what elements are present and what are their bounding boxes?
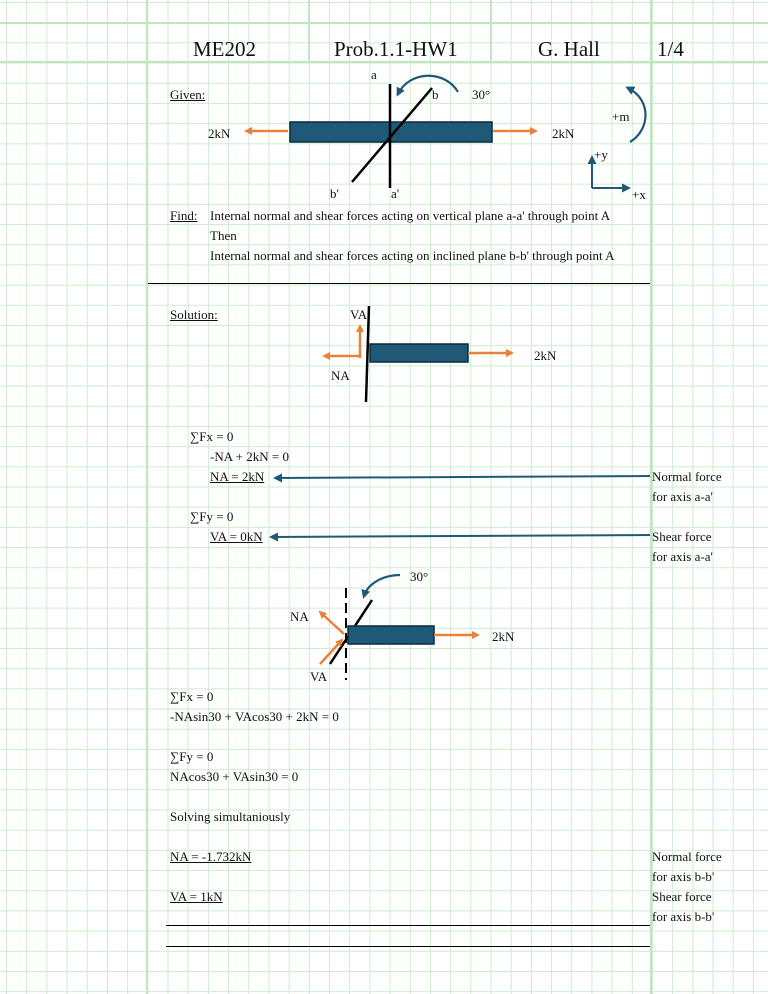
given-axis-x: +x bbox=[632, 187, 646, 202]
find-line-2: Then bbox=[210, 228, 237, 243]
solution-label: Solution: bbox=[170, 307, 218, 322]
given-label-a: a bbox=[371, 67, 377, 82]
va-result-2: VA = 1kN bbox=[170, 889, 223, 904]
fbd1-force-label: 2kN bbox=[534, 348, 557, 363]
given-label: Given: bbox=[170, 87, 206, 102]
fbd1-va-label: VA bbox=[350, 307, 368, 322]
author-name: G. Hall bbox=[538, 37, 600, 61]
fbd2-na-arrow bbox=[320, 612, 344, 634]
page-number: 1/4 bbox=[657, 37, 684, 61]
na-result-2: NA = -1.732kN bbox=[170, 849, 252, 864]
fbd2-bar bbox=[348, 626, 434, 644]
sum-fy-2: ∑Fy = 0 bbox=[170, 749, 214, 764]
sum-fx-1: ∑Fx = 0 bbox=[190, 429, 234, 444]
find-line-1: Internal normal and shear forces acting on vertical plane a-a' through point A bbox=[210, 208, 611, 223]
eq-fx-1: -NA + 2kN = 0 bbox=[210, 449, 289, 464]
answer-divider-2 bbox=[166, 946, 650, 947]
problem-id: Prob.1.1-HW1 bbox=[334, 37, 458, 61]
given-force-left: 2kN bbox=[208, 126, 231, 141]
given-find-divider bbox=[148, 283, 650, 284]
course-code: ME202 bbox=[193, 37, 256, 61]
note-normal-bb-1: Normal force bbox=[652, 849, 722, 864]
eq-fy-2: NAcos30 + VAsin30 = 0 bbox=[170, 769, 299, 784]
answer-divider-1 bbox=[166, 925, 650, 926]
given-angle: 30° bbox=[472, 87, 491, 102]
note-normal-aa-2: for axis a-a' bbox=[652, 489, 713, 504]
fbd2-na-label: NA bbox=[290, 609, 309, 624]
fbd2-angle-arc-arrow bbox=[364, 575, 400, 596]
fbd1-na-label: NA bbox=[331, 368, 350, 383]
va-result-1: VA = 0kN bbox=[210, 529, 263, 544]
na-result-1: NA = 2kN bbox=[210, 469, 265, 484]
fbd1-bar bbox=[370, 344, 468, 362]
fbd2-angle-label: 30° bbox=[410, 569, 429, 584]
given-axis-y: +y bbox=[594, 147, 608, 162]
fbd2-va-label: VA bbox=[310, 669, 328, 684]
given-label-b-prime: b' bbox=[330, 186, 339, 201]
eq-fx-2: -NAsin30 + VAcos30 + 2kN = 0 bbox=[170, 709, 339, 724]
given-moment-label: +m bbox=[612, 109, 630, 124]
note-shear-bb-2: for axis b-b' bbox=[652, 909, 715, 924]
given-label-b: b bbox=[432, 87, 439, 102]
moment-arc-arrow bbox=[628, 88, 646, 142]
note-shear-bb-1: Shear force bbox=[652, 889, 712, 904]
find-label: Find: bbox=[170, 208, 198, 223]
pointer-normal-aa bbox=[276, 476, 650, 478]
given-label-a-prime: a' bbox=[391, 186, 400, 201]
note-normal-bb-2: for axis b-b' bbox=[652, 869, 715, 884]
fbd2-force-label: 2kN bbox=[492, 629, 515, 644]
solving-note: Solving simultaniously bbox=[170, 809, 291, 824]
sum-fy-1: ∑Fy = 0 bbox=[190, 509, 234, 524]
find-line-3: Internal normal and shear forces acting on inclined plane b-b' through point A bbox=[210, 248, 615, 263]
note-normal-aa-1: Normal force bbox=[652, 469, 722, 484]
sum-fx-2: ∑Fx = 0 bbox=[170, 689, 214, 704]
pointer-shear-aa bbox=[272, 535, 650, 537]
note-shear-aa-2: for axis a-a' bbox=[652, 549, 713, 564]
note-shear-aa-1: Shear force bbox=[652, 529, 712, 544]
given-force-right: 2kN bbox=[552, 126, 575, 141]
